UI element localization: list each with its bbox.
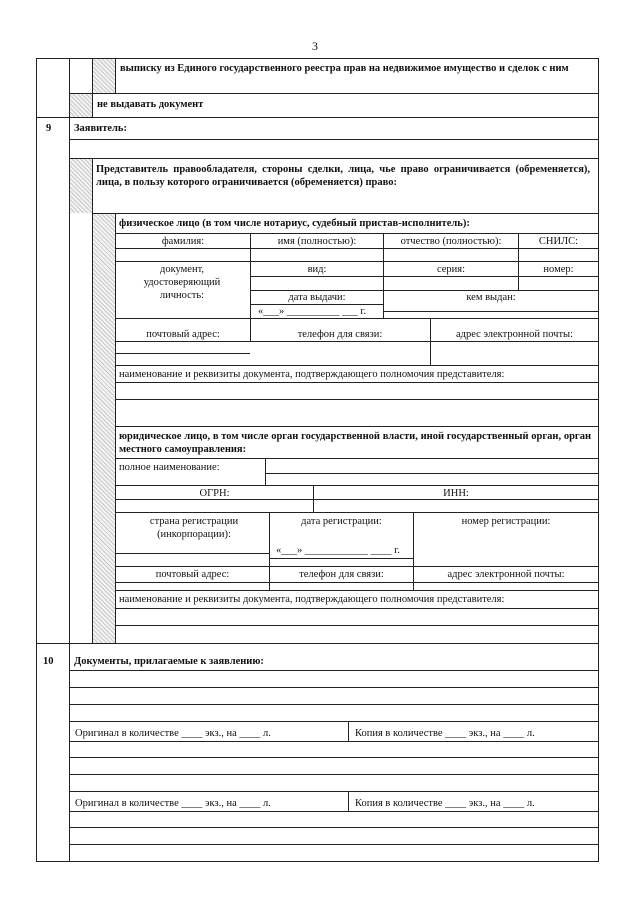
issue-date-label: дата выдачи: — [288, 292, 346, 303]
section9-number: 9 — [46, 123, 52, 134]
representative-title: Представитель правообладателя, стороны сделки, лица, чье право ограничивается (обременяется), лица, в пользу которого ограничивается (обременяется) право: — [96, 164, 590, 188]
copy-count-2: Копия в количестве ____ экз., на ____ л. — [355, 798, 535, 809]
legal-email-label: адрес электронной почты: — [447, 569, 565, 580]
extract-option-label: выписку из Единого государственного реестра прав на недвижимое имущество и сделок с ним — [120, 63, 569, 74]
page-number: 3 — [312, 39, 318, 53]
reg-country-label: страна регистрации (инкорпорации): — [149, 516, 239, 540]
section10-title: Документы, прилагаемые к заявлению: — [74, 656, 264, 667]
phone-label: телефон для связи: — [297, 329, 383, 340]
issued-by-label: кем выдан: — [466, 292, 516, 303]
individual-heading: физическое лицо (в том числе нотариус, судебный пристав-исполнитель): — [119, 218, 470, 229]
checkbox-extract[interactable] — [93, 58, 115, 93]
surname-label: фамилия: — [161, 236, 205, 247]
doc-number-label: номер: — [543, 264, 574, 275]
issue-date-template: «___» __________ ___ г. — [258, 306, 367, 317]
doc-series-label: серия: — [436, 264, 466, 275]
checkbox-no-document[interactable] — [70, 93, 92, 117]
original-count-1: Оригинал в количестве ____ экз., на ____ л. — [75, 728, 271, 739]
legal-postal-address-label: почтовый адрес: — [155, 569, 230, 580]
reg-date-label: дата регистрации: — [301, 516, 382, 527]
full-name-label: полное наименование: — [119, 462, 220, 473]
copy-count-1: Копия в количестве ____ экз., на ____ л. — [355, 728, 535, 739]
inn-label: ИНН: — [443, 488, 469, 499]
email-label: адрес электронной почты: — [455, 329, 574, 340]
snils-label: СНИЛС: — [538, 236, 579, 247]
legal-authority-doc-label: наименование и реквизиты документа, подтверждающего полномочия представителя: — [119, 594, 505, 605]
checkbox-representative[interactable] — [70, 158, 92, 213]
legal-heading: юридическое лицо, в том числе орган государственной власти, иной государственный орган, орган местного самоуправления: — [119, 431, 591, 455]
id-document-label: документ, удостоверяющий личность: — [143, 264, 221, 301]
section10-number: 10 — [43, 656, 54, 667]
legal-phone-label: телефон для связи: — [299, 569, 384, 580]
reg-number-label: номер регистрации: — [461, 516, 551, 527]
postal-address-label: почтовый адрес: — [146, 329, 220, 340]
authority-doc-label: наименование и реквизиты документа, подтверждающего полномочия представителя: — [119, 369, 505, 380]
checkbox-individual-legal[interactable] — [93, 213, 115, 643]
name-label: имя (полностью): — [277, 236, 357, 247]
section9-title: Заявитель: — [74, 123, 127, 134]
ogrn-label: ОГРН: — [199, 488, 230, 499]
patronymic-label: отчество (полностью): — [400, 236, 502, 247]
doc-type-label: вид: — [307, 264, 327, 275]
reg-date-template: «___» ____________ ____ г. — [276, 545, 400, 556]
original-count-2: Оригинал в количестве ____ экз., на ____ л. — [75, 798, 271, 809]
no-document-option-label: не выдавать документ — [97, 99, 204, 110]
